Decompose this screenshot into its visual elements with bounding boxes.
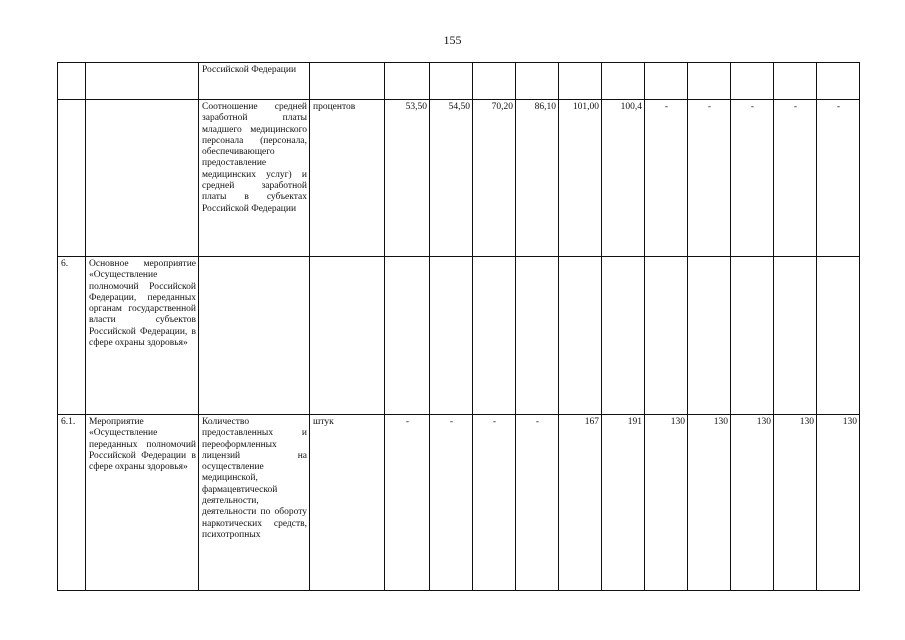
row-number-cell: 6.: [58, 257, 86, 415]
row-number-cell: 6.1.: [58, 415, 86, 591]
value-cell: 130: [817, 415, 860, 591]
indicator-cell: Российской Федерации: [199, 63, 310, 100]
value-cell: [602, 63, 645, 100]
value-cell: 130: [688, 415, 731, 591]
value-cell: [559, 257, 602, 415]
activity-cell: Основное мероприятие «Осуществление полномочий Российской Федерации, переданных органам государственной власти субъектов Российской Федерации, в сфере охраны здоровья»: [86, 257, 199, 415]
unit-cell: [310, 63, 385, 100]
value-cell: -: [645, 100, 688, 257]
value-cell: [774, 257, 817, 415]
indicator-cell: [199, 257, 310, 415]
value-cell: [645, 63, 688, 100]
value-cell: [430, 63, 473, 100]
value-cell: [817, 63, 860, 100]
value-cell: [817, 257, 860, 415]
value-cell: 130: [774, 415, 817, 591]
value-cell: 130: [731, 415, 774, 591]
value-cell: [731, 63, 774, 100]
value-cell: 101,00: [559, 100, 602, 257]
value-cell: 191: [602, 415, 645, 591]
value-cell: [559, 63, 602, 100]
value-cell: [688, 63, 731, 100]
value-cell: -: [774, 100, 817, 257]
value-cell: 70,20: [473, 100, 516, 257]
value-cell: -: [516, 415, 559, 591]
indicators-table: [57, 62, 860, 591]
value-cell: [774, 63, 817, 100]
value-cell: [473, 63, 516, 100]
table-row: [58, 257, 860, 415]
table-row: [58, 63, 860, 100]
value-cell: [645, 257, 688, 415]
value-cell: -: [430, 415, 473, 591]
value-cell: 53,50: [385, 100, 430, 257]
indicator-cell: Количество предоставленных и переоформленных лицензий на осуществление медицинской, фармацевтической деятельности, деятельности по обороту наркотических средств, психотропных: [199, 415, 310, 591]
value-cell: -: [385, 415, 430, 591]
value-cell: [516, 63, 559, 100]
value-cell: [385, 63, 430, 100]
value-cell: 100,4: [602, 100, 645, 257]
activity-cell: [86, 100, 199, 257]
value-cell: -: [817, 100, 860, 257]
value-cell: -: [473, 415, 516, 591]
value-cell: 54,50: [430, 100, 473, 257]
value-cell: [430, 257, 473, 415]
value-cell: -: [731, 100, 774, 257]
value-cell: -: [688, 100, 731, 257]
value-cell: 86,10: [516, 100, 559, 257]
value-cell: [385, 257, 430, 415]
row-number-cell: [58, 100, 86, 257]
activity-cell: Мероприятие «Осуществление переданных полномочий Российской Федерации в сфере охраны здоровья»: [86, 415, 199, 591]
table-row: [58, 415, 860, 591]
unit-cell: процентов: [310, 100, 385, 257]
value-cell: [731, 257, 774, 415]
table-row: [58, 100, 860, 257]
indicator-cell: Соотношение средней заработной платы младшего медицинского персонала (персонала, обеспечивающего предоставление медицинских услуг) и средней заработной платы в субъектах Российской Федерации: [199, 100, 310, 257]
activity-cell: [86, 63, 199, 100]
value-cell: 167: [559, 415, 602, 591]
value-cell: [516, 257, 559, 415]
value-cell: [473, 257, 516, 415]
value-cell: 130: [645, 415, 688, 591]
unit-cell: [310, 257, 385, 415]
row-number-cell: [58, 63, 86, 100]
value-cell: [688, 257, 731, 415]
page-number: 155: [443, 33, 462, 47]
value-cell: [602, 257, 645, 415]
unit-cell: штук: [310, 415, 385, 591]
